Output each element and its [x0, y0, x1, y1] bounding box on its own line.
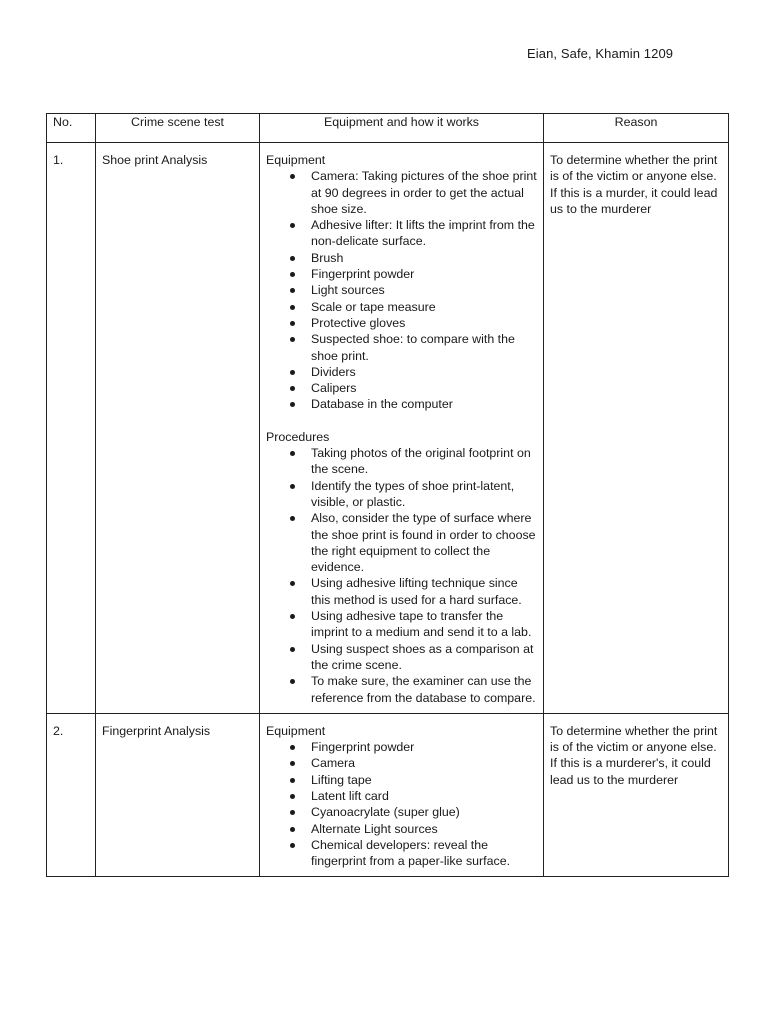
list-item: Brush [311, 250, 537, 266]
test-name: Fingerprint Analysis [102, 723, 211, 738]
list-item: Using adhesive lifting technique since this method is used for a hard surface. [311, 575, 537, 608]
list-item: Protective gloves [311, 315, 537, 331]
list-item: Alternate Light sources [311, 821, 537, 837]
list-item: Using adhesive tape to transfer the imprint to a medium and send it to a lab. [311, 608, 537, 641]
reason-text: To determine whether the print is of the victim or anyone else. If this is a murder, it could lead us to the murderer [550, 153, 718, 216]
column-header-test: Crime scene test [96, 114, 260, 143]
row-number: 2. [53, 723, 64, 738]
equipment-heading: Equipment [266, 723, 326, 738]
equipment-list [266, 168, 537, 412]
equipment-list [266, 739, 537, 869]
list-item: Calipers [311, 380, 537, 396]
list-item: Identify the types of shoe print-latent, visible, or plastic. [311, 478, 537, 511]
column-header-no: No. [47, 114, 96, 143]
list-item: Taking photos of the original footprint on the scene. [311, 445, 537, 478]
test-name: Shoe print Analysis [102, 153, 208, 167]
list-item: Lifting tape [311, 772, 537, 788]
list-item: Scale or tape measure [311, 299, 537, 315]
list-item: Suspected shoe: to compare with the shoe print. [311, 331, 537, 364]
procedures-heading: Procedures [266, 429, 330, 444]
list-item: Using suspect shoes as a comparison at the crime scene. [311, 641, 537, 674]
list-item: Fingerprint powder [311, 739, 537, 755]
list-item: Light sources [311, 282, 537, 298]
list-item: Camera: Taking pictures of the shoe print at 90 degrees in order to get the actual shoe size. [311, 169, 537, 216]
table-row [47, 713, 729, 877]
column-header-reason: Reason [544, 114, 729, 143]
reason-text: To determine whether the print is of the victim or anyone else. If this is a murderer's, it could lead us to the murderer [550, 723, 718, 787]
list-item: Fingerprint powder [311, 266, 537, 282]
crime-scene-table [46, 113, 729, 877]
table-header-row [47, 114, 729, 143]
procedures-list [266, 445, 537, 706]
row-number: 1. [53, 153, 64, 167]
list-item: Camera [311, 755, 537, 771]
equipment-cell [260, 714, 543, 877]
list-item: Chemical developers: reveal the fingerprint from a paper-like surface. [311, 837, 537, 870]
document-author-line: Eian, Safe, Khamin 1209 [527, 46, 674, 61]
column-header-equipment: Equipment and how it works [260, 114, 544, 143]
list-item: Dividers [311, 364, 537, 380]
list-item: Database in the computer [311, 396, 537, 412]
table-row [47, 143, 729, 714]
list-item: Also, consider the type of surface where the shoe print is found in order to choose the right equipment to collect the evidence. [311, 511, 536, 575]
equipment-heading: Equipment [266, 153, 326, 167]
list-item: Cyanoacrylate (super glue) [311, 804, 537, 820]
list-item: Latent lift card [311, 788, 537, 804]
list-item: To make sure, the examiner can use the reference from the database to compare. [311, 674, 536, 705]
list-item: Adhesive lifter: It lifts the imprint from the non-delicate surface. [311, 217, 537, 250]
equipment-cell [260, 143, 543, 713]
